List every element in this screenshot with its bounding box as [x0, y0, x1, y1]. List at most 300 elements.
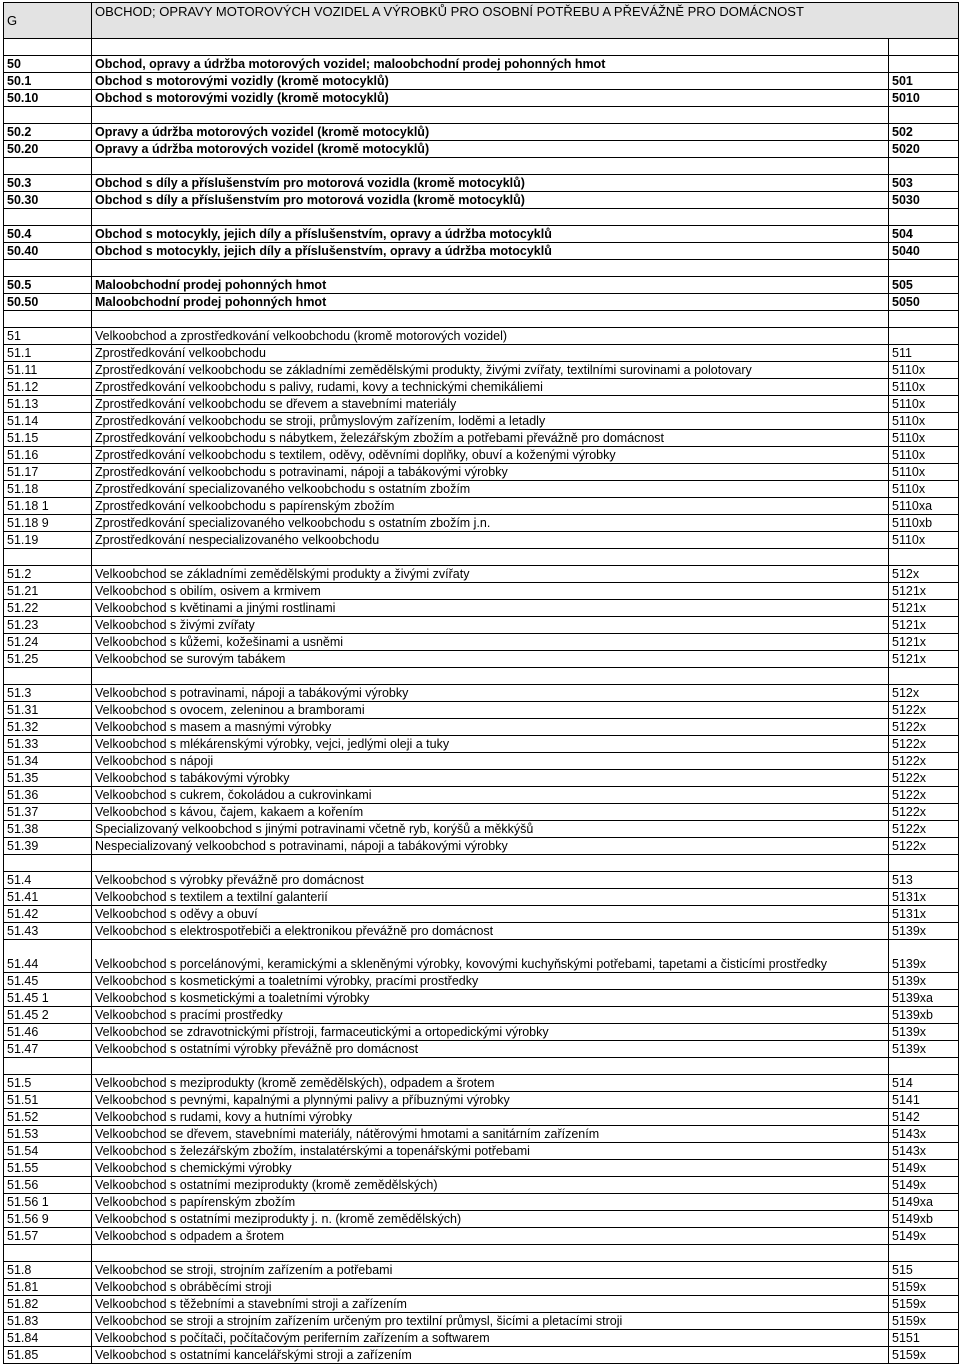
ref-code-cell: 5159x [889, 1296, 959, 1313]
ref-code-cell: 512x [889, 685, 959, 702]
table-row [4, 906, 959, 923]
table-row [4, 243, 959, 260]
description-cell: Velkoobchod se dřevem, stavebními materiály, nátěrovými hmotami a sanitárním zařízením [92, 1126, 889, 1143]
table-row [4, 753, 959, 770]
table-row [4, 1126, 959, 1143]
description-cell: Velkoobchod s počítači, počítačovým periferním zařízením a softwarem [92, 1330, 889, 1347]
description-cell: Specializovaný velkoobchod s jinými potravinami včetně ryb, korýšů a měkkýšů [92, 821, 889, 838]
code-cell: 51.18 9 [4, 515, 92, 532]
description-cell: Velkoobchod s ostatními meziprodukty (kromě zemědělských) [92, 1177, 889, 1194]
code-cell: 51.45 1 [4, 990, 92, 1007]
description-cell: Zprostředkování velkoobchodu se dřevem a stavebními materiály [92, 396, 889, 413]
code-cell: 51.1 [4, 345, 92, 362]
code-cell: 51.24 [4, 634, 92, 651]
code-cell: 51.3 [4, 685, 92, 702]
ref-code-cell: 5122x [889, 753, 959, 770]
description-cell: Velkoobchod s železářským zbožím, instalatérskými a topenářskými potřebami [92, 1143, 889, 1160]
code-cell: 51.32 [4, 719, 92, 736]
code-cell: 51.18 [4, 481, 92, 498]
description-cell: Zprostředkování specializovaného velkoobchodu s ostatním zbožím j.n. [92, 515, 889, 532]
table-row [4, 1347, 959, 1364]
code-cell: 51.31 [4, 702, 92, 719]
code-cell: 50.5 [4, 277, 92, 294]
table-row [4, 872, 959, 889]
description-cell: Velkoobchod s obilím, osivem a krmivem [92, 583, 889, 600]
table-row [4, 1211, 959, 1228]
table-row [4, 1092, 959, 1109]
description-cell: Obchod s motorovými vozidly (kromě motocyklů) [92, 90, 889, 107]
table-row [4, 770, 959, 787]
description-cell: Velkoobchod s výrobky převážně pro domácnost [92, 872, 889, 889]
code-cell: 50.50 [4, 294, 92, 311]
table-row [4, 685, 959, 702]
table-row [4, 362, 959, 379]
description-cell: Velkoobchod s kůžemi, kožešinami a usněmi [92, 634, 889, 651]
table-row [4, 73, 959, 90]
description-cell: Zprostředkování velkoobchodu se základními zemědělskými produkty, živými zvířaty, textilními surovinami a polotovary [92, 362, 889, 379]
table-row [4, 1109, 959, 1126]
table-row [4, 413, 959, 430]
code-cell: 51.35 [4, 770, 92, 787]
ref-code-cell: 5121x [889, 651, 959, 668]
table-row [4, 1228, 959, 1245]
ref-code-cell: 5121x [889, 583, 959, 600]
code-cell: 50 [4, 56, 92, 73]
description-cell: Velkoobchod s těžebními a stavebními stroji a zařízením [92, 1296, 889, 1313]
ref-code-cell: 5122x [889, 804, 959, 821]
table-row [4, 379, 959, 396]
code-cell: 51.11 [4, 362, 92, 379]
ref-code-cell: 5110xa [889, 498, 959, 515]
ref-code-cell: 5020 [889, 141, 959, 158]
ref-code-cell: 5159x [889, 1279, 959, 1296]
spacer-row [4, 39, 959, 56]
ref-code-cell: 5139x [889, 973, 959, 990]
ref-code-cell: 502 [889, 124, 959, 141]
code-cell: 51.12 [4, 379, 92, 396]
ref-code-cell: 5050 [889, 294, 959, 311]
code-cell: 51.41 [4, 889, 92, 906]
table-row [4, 821, 959, 838]
ref-code-cell: 5122x [889, 736, 959, 753]
table-row [4, 532, 959, 549]
description-cell: Velkoobchod s chemickými výrobky [92, 1160, 889, 1177]
description-cell: Velkoobchod s květinami a jinými rostlinami [92, 600, 889, 617]
ref-code-cell: 5110x [889, 413, 959, 430]
empty-cell [92, 668, 889, 685]
empty-cell [92, 39, 889, 56]
table-row [4, 804, 959, 821]
description-cell: Zprostředkování velkoobchodu s papírenským zbožím [92, 498, 889, 515]
ref-code-cell: 5110x [889, 379, 959, 396]
empty-cell [92, 158, 889, 175]
description-cell: Velkoobchod s ostatními výrobky převážně pro domácnost [92, 1041, 889, 1058]
description-cell: Obchod s motocykly, jejich díly a příslušenstvím, opravy a údržba motocyklů [92, 226, 889, 243]
empty-cell [4, 260, 92, 277]
code-cell: 51.37 [4, 804, 92, 821]
empty-cell [92, 260, 889, 277]
ref-code-cell: 5010 [889, 90, 959, 107]
code-cell: 51.45 [4, 973, 92, 990]
code-cell: 51.18 1 [4, 498, 92, 515]
ref-code-cell: 515 [889, 1262, 959, 1279]
ref-code-cell: 5121x [889, 617, 959, 634]
table-row [4, 1160, 959, 1177]
description-cell: Zprostředkování specializovaného velkoobchodu s ostatním zbožím [92, 481, 889, 498]
classification-table [3, 2, 959, 1364]
code-cell: 51.83 [4, 1313, 92, 1330]
description-cell: Velkoobchod s potravinami, nápoji a tabákovými výrobky [92, 685, 889, 702]
description-cell: Velkoobchod s kosmetickými a toaletními výrobky [92, 990, 889, 1007]
section-code: G [4, 3, 92, 39]
table-row [4, 328, 959, 345]
table-row [4, 1024, 959, 1041]
ref-code-cell: 512x [889, 566, 959, 583]
description-cell: Velkoobchod se surovým tabákem [92, 651, 889, 668]
code-cell: 51.16 [4, 447, 92, 464]
ref-code-cell: 5110x [889, 447, 959, 464]
ref-code-cell: 5110x [889, 396, 959, 413]
table-row [4, 940, 959, 973]
description-cell: Velkoobchod s textilem a textilní galanterií [92, 889, 889, 906]
empty-cell [92, 549, 889, 566]
ref-code-cell: 5122x [889, 719, 959, 736]
empty-cell [889, 158, 959, 175]
empty-cell [889, 107, 959, 124]
description-cell: Velkoobchod s oděvy a obuví [92, 906, 889, 923]
table-row [4, 294, 959, 311]
description-cell: Maloobchodní prodej pohonných hmot [92, 294, 889, 311]
table-row [4, 719, 959, 736]
ref-code-cell: 5159x [889, 1347, 959, 1364]
code-cell: 51.45 2 [4, 1007, 92, 1024]
empty-cell [4, 311, 92, 328]
description-cell: Velkoobchod s masem a masnými výrobky [92, 719, 889, 736]
code-cell: 51.17 [4, 464, 92, 481]
code-cell: 51.13 [4, 396, 92, 413]
code-cell: 51.4 [4, 872, 92, 889]
ref-code-cell: 5110x [889, 532, 959, 549]
ref-code-cell: 5040 [889, 243, 959, 260]
code-cell: 51.82 [4, 1296, 92, 1313]
code-cell: 51.33 [4, 736, 92, 753]
spacer-row [4, 260, 959, 277]
code-cell: 50.40 [4, 243, 92, 260]
section-title: OBCHOD; OPRAVY MOTOROVÝCH VOZIDEL A VÝROBKŮ PRO OSOBNÍ POTŘEBU A PŘEVÁŽNĚ PRO DOMÁCNOST [92, 3, 959, 39]
description-cell: Velkoobchod s tabákovými výrobky [92, 770, 889, 787]
spacer-row [4, 1245, 959, 1262]
table-row [4, 583, 959, 600]
ref-code-cell: 5149xb [889, 1211, 959, 1228]
description-cell: Zprostředkování velkoobchodu se stroji, průmyslovým zařízením, loděmi a letadly [92, 413, 889, 430]
description-cell: Velkoobchod s nápoji [92, 753, 889, 770]
description-cell: Opravy a údržba motorových vozidel (kromě motocyklů) [92, 124, 889, 141]
code-cell: 51.42 [4, 906, 92, 923]
table-row [4, 787, 959, 804]
table-row [4, 277, 959, 294]
spacer-row [4, 209, 959, 226]
spacer-row [4, 107, 959, 124]
ref-code-cell: 5122x [889, 770, 959, 787]
ref-code-cell: 505 [889, 277, 959, 294]
empty-cell [92, 209, 889, 226]
table-row [4, 566, 959, 583]
table-row [4, 1296, 959, 1313]
code-cell: 51.44 [4, 940, 92, 973]
spacer-row [4, 1058, 959, 1075]
table-row [4, 430, 959, 447]
description-cell: Obchod s díly a příslušenstvím pro motorová vozidla (kromě motocyklů) [92, 192, 889, 209]
ref-code-cell: 5139xa [889, 990, 959, 1007]
ref-code-cell: 504 [889, 226, 959, 243]
description-cell: Zprostředkování velkoobchodu s palivy, rudami, kovy a technickými chemikáliemi [92, 379, 889, 396]
description-cell: Maloobchodní prodej pohonných hmot [92, 277, 889, 294]
table-row [4, 634, 959, 651]
empty-cell [889, 1058, 959, 1075]
table-row [4, 1262, 959, 1279]
code-cell: 51.56 [4, 1177, 92, 1194]
description-cell: Velkoobchod s ovocem, zeleninou a bramborami [92, 702, 889, 719]
code-cell: 51.36 [4, 787, 92, 804]
description-cell: Velkoobchod s rudami, kovy a hutními výrobky [92, 1109, 889, 1126]
description-cell: Opravy a údržba motorových vozidel (kromě motocyklů) [92, 141, 889, 158]
empty-cell [889, 549, 959, 566]
description-cell: Velkoobchod s mlékárenskými výrobky, vejci, jedlými oleji a tuky [92, 736, 889, 753]
ref-code-cell: 5139x [889, 940, 959, 973]
code-cell: 51.34 [4, 753, 92, 770]
code-cell: 51.81 [4, 1279, 92, 1296]
ref-code-cell: 5110x [889, 481, 959, 498]
spacer-row [4, 668, 959, 685]
ref-code-cell: 5121x [889, 600, 959, 617]
ref-code-cell: 5122x [889, 702, 959, 719]
description-cell: Velkoobchod s cukrem, čokoládou a cukrovinkami [92, 787, 889, 804]
code-cell: 50.20 [4, 141, 92, 158]
table-row [4, 923, 959, 940]
code-cell: 51 [4, 328, 92, 345]
table-row [4, 498, 959, 515]
code-cell: 51.85 [4, 1347, 92, 1364]
description-cell: Zprostředkování velkoobchodu s nábytkem, železářským zbožím a potřebami převážně pro domácnost [92, 430, 889, 447]
ref-code-cell: 501 [889, 73, 959, 90]
description-cell: Zprostředkování velkoobchodu [92, 345, 889, 362]
description-cell: Obchod, opravy a údržba motorových vozidel; maloobchodní prodej pohonných hmot [92, 56, 889, 73]
description-cell: Obchod s motocykly, jejich díly a příslušenstvím, opravy a údržba motocyklů [92, 243, 889, 260]
code-cell: 51.54 [4, 1143, 92, 1160]
table-row [4, 1143, 959, 1160]
ref-code-cell: 5122x [889, 838, 959, 855]
section-header-row [4, 3, 959, 39]
code-cell: 51.21 [4, 583, 92, 600]
empty-cell [4, 668, 92, 685]
table-row [4, 702, 959, 719]
ref-code-cell: 5149x [889, 1177, 959, 1194]
ref-code-cell: 5149x [889, 1228, 959, 1245]
table-row [4, 1007, 959, 1024]
ref-code-cell: 5110x [889, 430, 959, 447]
code-cell: 51.53 [4, 1126, 92, 1143]
empty-cell [4, 1058, 92, 1075]
code-cell: 50.10 [4, 90, 92, 107]
empty-cell [92, 107, 889, 124]
spacer-row [4, 549, 959, 566]
empty-cell [4, 39, 92, 56]
ref-code-cell: 5110x [889, 464, 959, 481]
table-row [4, 396, 959, 413]
description-cell: Velkoobchod se stroji a strojním zařízením určeným pro textilní průmysl, šicími a pletacími stroji [92, 1313, 889, 1330]
code-cell: 51.55 [4, 1160, 92, 1177]
description-cell: Velkoobchod se stroji, strojním zařízením a potřebami [92, 1262, 889, 1279]
ref-code-cell: 5139xb [889, 1007, 959, 1024]
description-cell: Velkoobchod s elektrospotřebiči a elektronikou převážně pro domácnost [92, 923, 889, 940]
code-cell: 50.4 [4, 226, 92, 243]
table-row [4, 736, 959, 753]
table-row [4, 226, 959, 243]
empty-cell [889, 311, 959, 328]
code-cell: 50.30 [4, 192, 92, 209]
empty-cell [4, 1245, 92, 1262]
empty-cell [889, 39, 959, 56]
ref-code-cell: 5122x [889, 821, 959, 838]
ref-code-cell: 5141 [889, 1092, 959, 1109]
ref-code-cell: 5122x [889, 787, 959, 804]
description-cell: Nespecializovaný velkoobchod s potravinami, nápoji a tabákovými výrobky [92, 838, 889, 855]
table-row [4, 56, 959, 73]
empty-cell [4, 855, 92, 872]
empty-cell [889, 260, 959, 277]
ref-code-cell: 5143x [889, 1126, 959, 1143]
table-row [4, 617, 959, 634]
code-cell: 51.51 [4, 1092, 92, 1109]
description-cell: Zprostředkování velkoobchodu s textilem, oděvy, oděvními doplňky, obuví a koženými výrobky [92, 447, 889, 464]
empty-cell [4, 549, 92, 566]
ref-code-cell: 5143x [889, 1143, 959, 1160]
description-cell: Velkoobchod s meziprodukty (kromě zemědělských), odpadem a šrotem [92, 1075, 889, 1092]
code-cell: 51.43 [4, 923, 92, 940]
ref-code-cell: 503 [889, 175, 959, 192]
code-cell: 51.57 [4, 1228, 92, 1245]
description-cell: Velkoobchod s obráběcími stroji [92, 1279, 889, 1296]
empty-cell [4, 107, 92, 124]
table-row [4, 175, 959, 192]
description-cell: Obchod s motorovými vozidly (kromě motocyklů) [92, 73, 889, 90]
ref-code-cell: 514 [889, 1075, 959, 1092]
ref-code-cell: 5139x [889, 1024, 959, 1041]
ref-code-cell: 5151 [889, 1330, 959, 1347]
description-cell: Velkoobchod s pracími prostředky [92, 1007, 889, 1024]
ref-code-cell: 5139x [889, 923, 959, 940]
empty-cell [92, 1245, 889, 1262]
code-cell: 51.19 [4, 532, 92, 549]
code-cell: 51.56 9 [4, 1211, 92, 1228]
table-row [4, 600, 959, 617]
ref-code-cell: 5110x [889, 362, 959, 379]
description-cell: Velkoobchod s kávou, čajem, kakaem a kořením [92, 804, 889, 821]
ref-code-cell: 5139x [889, 1041, 959, 1058]
description-cell: Velkoobchod a zprostředkování velkoobchodu (kromě motorových vozidel) [92, 328, 889, 345]
description-cell: Velkoobchod se zdravotnickými přístroji, farmaceutickými a ortopedickými výrobky [92, 1024, 889, 1041]
code-cell: 51.2 [4, 566, 92, 583]
spacer-row [4, 855, 959, 872]
table-row [4, 1279, 959, 1296]
ref-code-cell: 5159x [889, 1313, 959, 1330]
ref-code-cell: 5142 [889, 1109, 959, 1126]
table-row [4, 1330, 959, 1347]
table-row [4, 973, 959, 990]
table-row [4, 464, 959, 481]
code-cell: 51.38 [4, 821, 92, 838]
spacer-row [4, 311, 959, 328]
code-cell: 51.23 [4, 617, 92, 634]
empty-cell [4, 209, 92, 226]
table-row [4, 889, 959, 906]
ref-code-cell [889, 56, 959, 73]
code-cell: 51.46 [4, 1024, 92, 1041]
table-row [4, 1313, 959, 1330]
ref-code-cell [889, 328, 959, 345]
empty-cell [889, 209, 959, 226]
table-row [4, 1194, 959, 1211]
table-row [4, 447, 959, 464]
description-cell: Zprostředkování velkoobchodu s potravinami, nápoji a tabákovými výrobky [92, 464, 889, 481]
ref-code-cell: 5121x [889, 634, 959, 651]
table-row [4, 838, 959, 855]
description-cell: Obchod s díly a příslušenstvím pro motorová vozidla (kromě motocyklů) [92, 175, 889, 192]
code-cell: 51.22 [4, 600, 92, 617]
ref-code-cell: 5149x [889, 1160, 959, 1177]
ref-code-cell: 5149xa [889, 1194, 959, 1211]
ref-code-cell: 5131x [889, 906, 959, 923]
description-cell: Velkoobchod s odpadem a šrotem [92, 1228, 889, 1245]
code-cell: 51.56 1 [4, 1194, 92, 1211]
table-row [4, 141, 959, 158]
ref-code-cell: 5131x [889, 889, 959, 906]
code-cell: 51.25 [4, 651, 92, 668]
code-cell: 51.15 [4, 430, 92, 447]
empty-cell [92, 1058, 889, 1075]
code-cell: 50.2 [4, 124, 92, 141]
table-row [4, 90, 959, 107]
empty-cell [4, 158, 92, 175]
description-cell: Velkoobchod s pevnými, kapalnými a plynnými palivy a příbuznými výrobky [92, 1092, 889, 1109]
empty-cell [889, 855, 959, 872]
description-cell: Velkoobchod s kosmetickými a toaletními výrobky, pracími prostředky [92, 973, 889, 990]
code-cell: 51.52 [4, 1109, 92, 1126]
empty-cell [889, 1245, 959, 1262]
code-cell: 51.8 [4, 1262, 92, 1279]
description-cell: Velkoobchod s papírenským zbožím [92, 1194, 889, 1211]
description-cell: Velkoobchod s živými zvířaty [92, 617, 889, 634]
spacer-row [4, 158, 959, 175]
table-row [4, 651, 959, 668]
table-row [4, 1041, 959, 1058]
ref-code-cell: 5110xb [889, 515, 959, 532]
ref-code-cell: 511 [889, 345, 959, 362]
description-cell: Velkoobchod s ostatními kancelářskými stroji a zařízením [92, 1347, 889, 1364]
description-cell: Velkoobchod s porcelánovými, keramickými a skleněnými výrobky, kovovými kuchyňskými potřebami, tapetami a čisticími prostředky [92, 940, 889, 973]
code-cell: 51.5 [4, 1075, 92, 1092]
empty-cell [92, 311, 889, 328]
code-cell: 51.47 [4, 1041, 92, 1058]
empty-cell [92, 855, 889, 872]
code-cell: 51.14 [4, 413, 92, 430]
table-row [4, 345, 959, 362]
description-cell: Velkoobchod se základními zemědělskými produkty a živými zvířaty [92, 566, 889, 583]
ref-code-cell: 513 [889, 872, 959, 889]
description-cell: Zprostředkování nespecializovaného velkoobchodu [92, 532, 889, 549]
code-cell: 50.3 [4, 175, 92, 192]
description-cell: Velkoobchod s ostatními meziprodukty j. n. (kromě zemědělských) [92, 1211, 889, 1228]
